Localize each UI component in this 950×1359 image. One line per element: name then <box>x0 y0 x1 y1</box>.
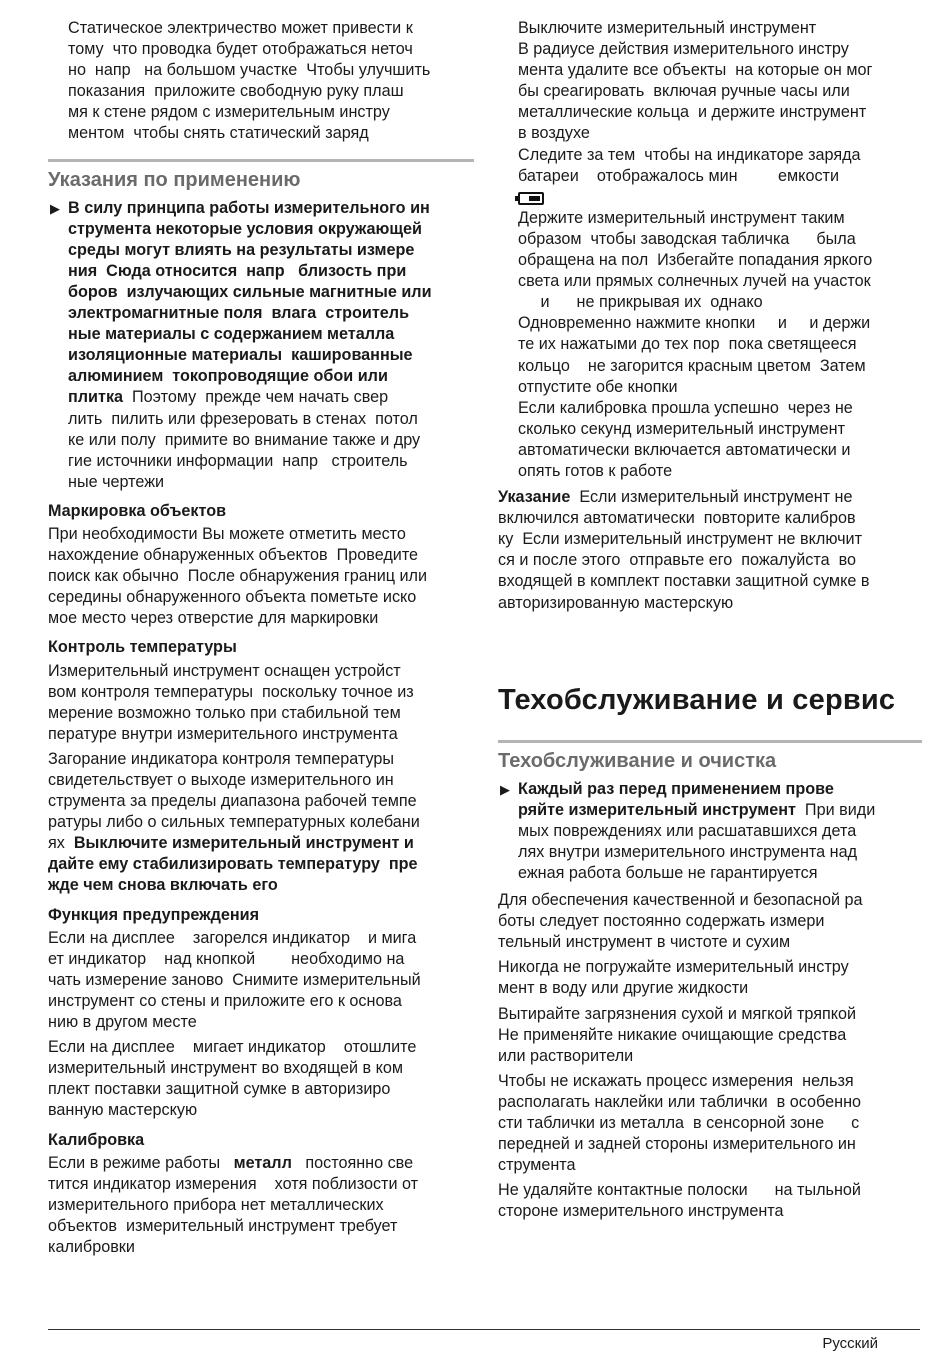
text-line: кольцо не загорится красным цветом Затем <box>518 356 866 375</box>
note-paragraph <box>498 487 922 614</box>
care-paragraph-5 <box>498 1180 922 1222</box>
text-line: середины обнаруженного объекта пометьте иско <box>48 588 417 607</box>
maintenance-bullet-bold-1: Каждый раз перед применением прове <box>518 779 834 798</box>
text-line: стороне измерительного инструмента <box>498 1202 784 1221</box>
care-paragraph-1 <box>498 890 922 953</box>
temp-mixed-line <box>48 833 474 854</box>
temp-title: Контроль температуры <box>48 638 237 657</box>
text-line: лях внутри измерительного инструмента над <box>518 842 858 861</box>
marking-title: Маркировка объектов <box>48 501 227 520</box>
text-line: При необходимости Вы можете отметить место <box>48 524 406 543</box>
triangle-right-icon: ▶ <box>50 200 60 216</box>
intro-paragraph <box>48 18 474 145</box>
maintenance-bullet-rest <box>518 821 922 884</box>
text-line: инструмент со стены и приложите его к основа <box>48 991 402 1010</box>
text-line: пературе внутри измерительного инструмента <box>48 724 398 743</box>
triangle-right-icon: ▶ <box>500 781 510 797</box>
text-line: входящей в комплект поставки защитной сумке в <box>498 572 870 591</box>
maintenance-bullet-plain: При види <box>795 800 876 819</box>
text-line: алюминием токопроводящие обои или <box>68 367 388 386</box>
warning-title: Функция предупреждения <box>48 905 260 924</box>
text-line: обращена на пол Избегайте попадания яркого <box>518 251 873 270</box>
text-line: отпустите обе кнопки <box>518 377 678 396</box>
calibration-steps-lines <box>518 18 922 187</box>
calib-metal-mode: металл <box>233 1153 292 1172</box>
text-line: Следите за тем чтобы на индикаторе заряда <box>518 145 861 164</box>
footer-language: Русский <box>822 1335 878 1352</box>
text-line: батареи отображалось мин емкости <box>518 166 839 185</box>
temp-paragraph-2 <box>48 749 474 897</box>
text-line: боты следует постоянно содержать измери <box>498 912 825 931</box>
text-line: тится индикатор измерения хотя поблизости от <box>48 1174 419 1193</box>
text-line: среды могут влиять на результаты измере <box>68 240 415 259</box>
maintenance-bullet-mixed <box>518 800 922 821</box>
footer-divider <box>48 1329 920 1330</box>
text-line: передней и задней стороны измерительного ин <box>498 1135 856 1154</box>
text-line: калибровки <box>48 1237 135 1256</box>
text-line: боров излучающих сильные магнитные или <box>68 282 432 301</box>
chapter-title: Техобслуживание и сервис <box>498 683 896 716</box>
temp-paragraph-1 <box>48 661 474 745</box>
text-line: В силу принципа работы измерительного ин <box>68 198 430 217</box>
text-line: и не прикрывая их однако <box>518 293 763 312</box>
text-line: ку Если измерительный инструмент не включит <box>498 530 863 549</box>
calib-b: постоянно све <box>291 1153 414 1172</box>
text-line: лить пилить или фрезеровать в стенах потол <box>68 409 418 428</box>
usage-bullet-rest <box>68 409 474 493</box>
text-line: жде чем снова включать его <box>48 876 278 895</box>
usage-bullet-bold <box>68 198 474 388</box>
text-line: плект поставки защитной сумке в авторизиро <box>48 1080 391 1099</box>
text-line: располагать наклейки или таблички в особенно <box>498 1092 862 1111</box>
text-line: ратуры либо о сильных температурных колебани <box>48 813 420 832</box>
text-line: мое место через отверстие для маркировки <box>48 609 379 628</box>
text-line: мых повреждениях или расшатавшихся дета <box>518 821 857 840</box>
text-line: Вытирайте загрязнения сухой и мягкой тряпкой <box>498 1004 857 1023</box>
text-line: автоматически включается автоматически и <box>518 440 851 459</box>
text-line: мерение возможно только при стабильной тем <box>48 703 401 722</box>
usage-bullet <box>48 198 474 493</box>
text-line: Статическое электричество может привести к <box>68 19 413 37</box>
text-line: света или прямых солнечных лучей на участок <box>518 272 871 291</box>
text-line: тому что проводка будет отображаться неточ <box>68 40 413 59</box>
maintenance-bullet <box>498 779 922 884</box>
text-line: дайте ему стабилизировать температуру пре <box>48 855 418 874</box>
marking-paragraph <box>48 524 474 629</box>
care-paragraph-4 <box>498 1071 922 1176</box>
text-line: Не применяйте никакие очищающие средства <box>498 1025 847 1044</box>
text-line: те их нажатыми до тех пор пока светящееся <box>518 335 857 354</box>
text-line: но напр на большом участке Чтобы улучшить <box>68 61 431 80</box>
text-line: нию в другом месте <box>48 1013 197 1032</box>
tile-word: плитка <box>68 388 124 407</box>
text-line: Загорание индикатора контроля температуры <box>48 749 395 768</box>
text-line: Никогда не погружайте измерительный инстру <box>498 958 849 977</box>
text-line: мента удалите все объекты на которые он мог <box>518 61 873 80</box>
maintenance-bullet-bold-2: ряйте измерительный инструмент <box>518 800 796 819</box>
text-line: объектов измерительный инструмент требует <box>48 1216 398 1235</box>
right-column <box>498 18 922 1223</box>
text-line: сколько секунд измерительный инструмент <box>518 419 846 438</box>
text-line: или растворители <box>498 1046 634 1065</box>
text-line: авторизированную мастерскую <box>498 593 734 612</box>
text-line: вом контроля температуры поскольку точное из <box>48 682 414 701</box>
text-line: ке или полу примите во внимание также и дру <box>68 430 421 449</box>
text-line: ванную мастерскую <box>48 1101 198 1120</box>
text-line: включился автоматически повторите калибров <box>498 509 856 528</box>
text-line: Держите измерительный инструмент таким <box>518 208 845 227</box>
text-line: струмента <box>498 1156 576 1175</box>
text-line: поиск как обычно После обнаружения границ или <box>48 567 428 586</box>
text-line: ет индикатор над кнопкой необходимо на <box>48 949 405 968</box>
text-line: Если на дисплее загорелся индикатор и мига <box>48 928 417 947</box>
text-line: Если на дисплее мигает индикатор отошлите <box>48 1038 417 1057</box>
temp-mixed-plain: ях <box>48 834 74 853</box>
calibration-first-line <box>48 1153 474 1174</box>
temp-paragraph-2-lines <box>48 749 474 833</box>
battery-line <box>518 187 922 208</box>
note-first: Если измерительный инструмент не <box>570 488 853 507</box>
calibration-steps <box>498 18 922 482</box>
text-line: измерительного прибора нет металлических <box>48 1195 384 1214</box>
text-line: свидетельствует о выходе измерительного ин <box>48 771 394 789</box>
calibration-lines <box>48 1174 474 1258</box>
text-line: чать измерение заново Снимите измерительный <box>48 970 421 989</box>
left-column <box>48 18 474 1258</box>
section-title-maintenance: Техобслуживание и очистка <box>498 740 922 779</box>
calibration-title: Калибровка <box>48 1130 145 1149</box>
usage-bullet-mixed-line <box>68 387 474 408</box>
text-line: нахождение обнаруженных объектов Проведите <box>48 546 419 565</box>
text-line: измерительный инструмент во входящей в ком <box>48 1059 403 1078</box>
calibration-paragraph <box>48 1153 474 1258</box>
text-line: ментом чтобы снять статический заряд <box>68 124 369 143</box>
text-line: Измерительный инструмент оснащен устройст <box>48 661 401 680</box>
text-line: ные материалы с содержанием металла <box>68 325 395 344</box>
section-title-usage: Указания по применению <box>48 159 474 198</box>
text-line: показания приложите свободную руку плаш <box>68 82 404 101</box>
text-line: Одновременно нажмите кнопки и и держи <box>518 314 871 333</box>
text-line: Для обеспечения качественной и безопасной ра <box>498 891 863 910</box>
text-line: бы среагировать включая ручные часы или <box>518 82 850 101</box>
temp-bold-lines <box>48 854 474 896</box>
text-line: ся и после этого отправьте его пожалуйста во <box>498 551 857 570</box>
warning-paragraph-2 <box>48 1037 474 1121</box>
text-line: В радиусе действия измерительного инстру <box>518 40 849 59</box>
battery-low-icon <box>518 192 544 205</box>
note-first-line <box>498 487 922 508</box>
text-line: образом чтобы заводская табличка была <box>518 229 856 248</box>
care-paragraph-3 <box>498 1004 922 1067</box>
care-paragraph-2 <box>498 957 922 999</box>
text-line: Чтобы не искажать процесс измерения нельзя <box>498 1071 854 1090</box>
text-line: струмента некоторые условия окружающей <box>68 219 422 238</box>
note-label: Указание <box>498 488 571 507</box>
text-line: ния Сюда относится напр близость при <box>68 261 407 280</box>
text-line: изоляционные материалы кашированные <box>68 346 413 365</box>
calibration-steps-2 <box>518 208 922 482</box>
text-line: ежная работа больше не гарантируется <box>518 864 818 882</box>
text-line: электромагнитные поля влага строитель <box>68 304 410 323</box>
usage-bullet-mixed-rest: Поэтому прежде чем начать свер <box>123 388 389 407</box>
calib-a: Если в режиме работы <box>48 1153 234 1172</box>
note-lines <box>498 508 922 613</box>
text-line: гие источники информации напр строитель <box>68 451 408 470</box>
text-line: сти таблички из металла в сенсорной зоне с <box>498 1114 860 1133</box>
text-line: струмента за пределы диапазона рабочей темпе <box>48 792 417 811</box>
text-line: мя к стене рядом с измерительным инстру <box>68 103 390 122</box>
text-line: тельный инструмент в чистоте и сухим <box>498 933 791 952</box>
text-line: ные чертежи <box>68 472 165 491</box>
text-line: Если калибровка прошла успешно через не <box>518 398 853 417</box>
text-line: опять готов к работе <box>518 461 673 480</box>
text-line: Не удаляйте контактные полоски на тыльной <box>498 1181 861 1200</box>
warning-paragraph-1 <box>48 928 474 1033</box>
text-line: Выключите измерительный инструмент <box>518 19 817 37</box>
text-line: в воздухе <box>518 124 590 143</box>
temp-mixed-bold: Выключите измерительный инструмент и <box>73 834 414 853</box>
text-line: мент в воду или другие жидкости <box>498 979 749 998</box>
text-line: металлические кольца и держите инструмент <box>518 103 867 122</box>
